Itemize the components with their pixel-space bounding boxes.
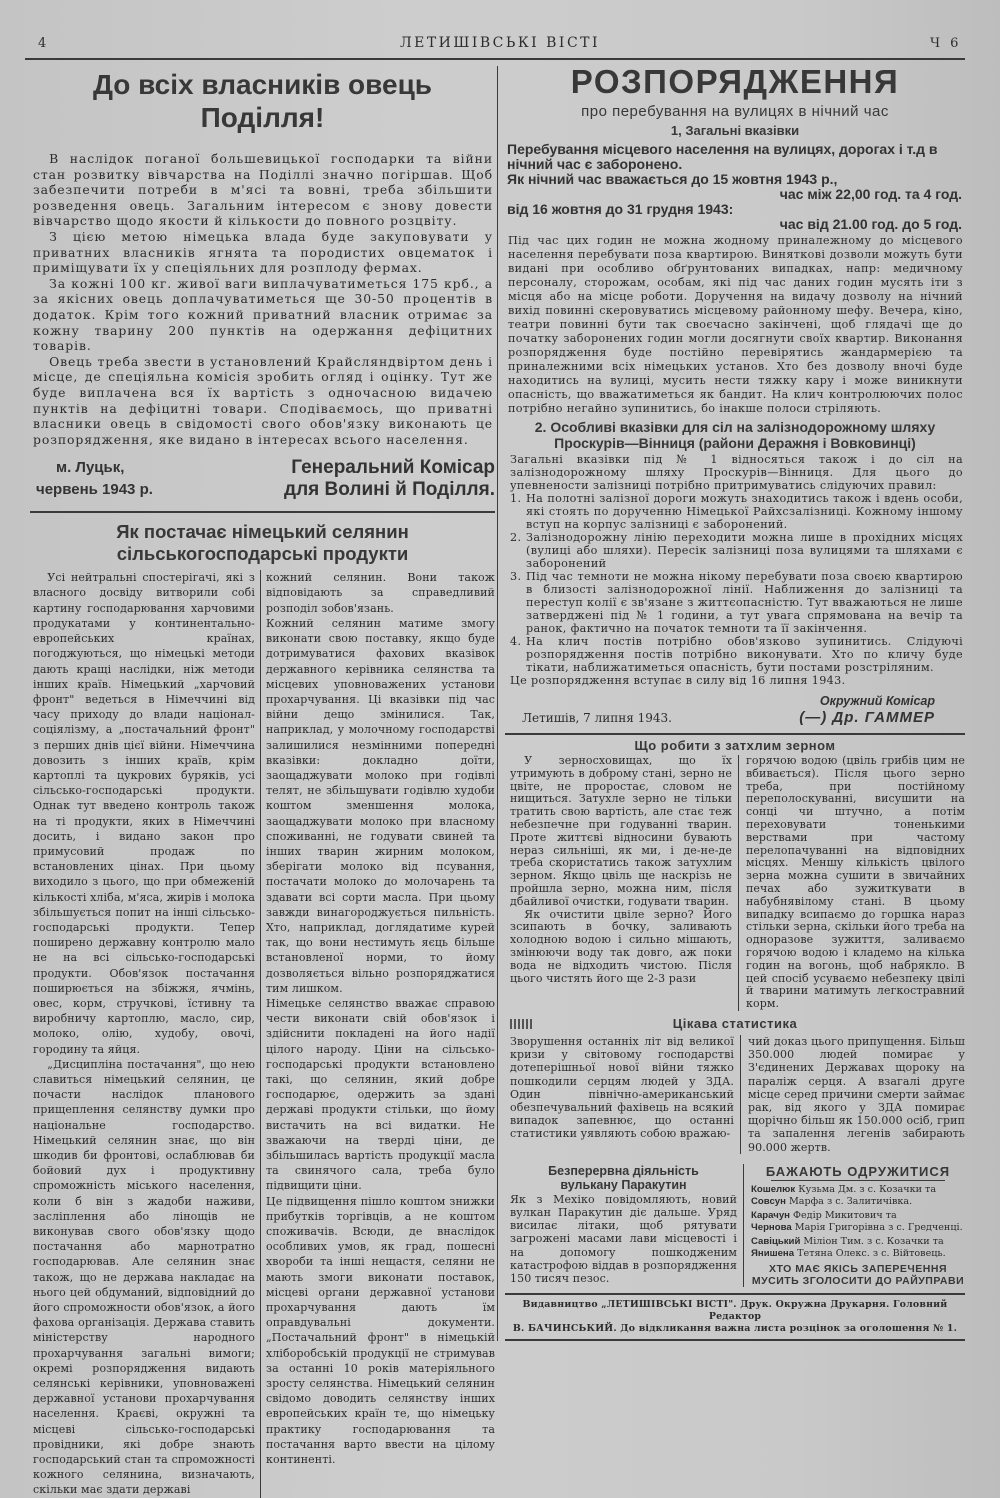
sheep-date: червень 1943 р. xyxy=(36,481,153,499)
period2-time: час від 21.00 год. до 5 год. xyxy=(779,216,962,232)
groom-details: Федір Микитович та xyxy=(793,1209,897,1221)
rule-text: На клич постів потрібно обов'язково зупинитись. Слідуючі розпорядження постів потрібно виконувати. Хто по кличу буде тікати, наближатиметься опасність, бути постами розстріляним. xyxy=(526,635,963,674)
sheep-signature-line2: для Волині й Поділля. xyxy=(284,479,495,501)
ornament-icon xyxy=(510,1019,532,1029)
rule-item xyxy=(510,492,963,531)
marriage-entry xyxy=(751,1184,965,1208)
paragraph: У зерносховищах, що їх утримують в доброму стані, зерно не цвіте, не проростає, словом не нищиться. Затухле зерно не тільки тратить свою вартість, але стає теж небезпечне при годуванні тварин. Проте життєві відносини бувають нераз сильніші, як ми, і де-не-де треба скористатись також затухлим зерном. Якщо цвіль ще наскрізь не пройшла зерно, можна ним, після дбайливої очистки, годувати тварин. xyxy=(510,754,732,908)
left-column xyxy=(30,68,495,1498)
rule-text: Залізнодорожну лінію переходити можна лише в прохідних місцях (вулиці або шляхи). Пересік залізниці поза вулицями та шляхами є заборонений xyxy=(526,531,963,570)
supply-title-line2: сільськогосподарські продукти xyxy=(116,543,409,565)
rule-text: На полотні залізної дороги можуть знаходитись також і вдень особи, які стоять по дорученню Німецької Райхсзалізниці. Кожному іншому вступ на корпус залізниці є заборонений. xyxy=(526,492,963,531)
order-signature-row xyxy=(522,693,935,727)
section2-body xyxy=(510,453,963,687)
page-number: 4 xyxy=(38,36,47,51)
marriage-title: БАЖАЮТЬ ОДРУЖИТИСЯ xyxy=(765,1163,951,1179)
marriage-entry xyxy=(751,1210,965,1234)
stats-title-row xyxy=(505,1016,965,1032)
title-underline xyxy=(771,1180,945,1181)
paragraph: Це підвищення пішло коштом знижки прибутків торгівців, а не коштом споживачів. Всюди, де внаслідок особливих умов, як град, пошесні хвороби та інші нещастя, селяни не мають змоги виконати поставок, місцеві органи державної установи прохарчування дають їм оправдувальні документи. „Постачальний фронт" в німецькій хліборобській продукції не стримував за останні 10 років матеріяльного зросту селянства. Німецький селянин свідомо доводить селянству інших европейських країн те, що німецьку практику господарювання та постачання варто ввести на цілому континенті. xyxy=(266,1194,495,1467)
footer-rule xyxy=(505,1293,965,1295)
supply-article xyxy=(30,521,495,1497)
footer-rule xyxy=(505,1339,965,1341)
marriage-notices xyxy=(743,1164,965,1287)
period1-time: час між 22,00 год. та 4 год. xyxy=(779,186,962,202)
grain-title: Що робити з затхлим зерном xyxy=(634,738,836,753)
rule-number: 1. xyxy=(510,492,522,505)
masthead-rule xyxy=(25,58,965,60)
groom-surname: Савіцький xyxy=(751,1235,801,1247)
paragraph: Усі нейтральні спостерігачі, які з власного досвіду витворили собі картину господарювання харчовими продукатами у континентально-европейських країнах, погоджуються, що німецькі методи дають кращі наслідки, ніж методи інших країв. Німецький „харчовий фронт" ведеться в Німеччині від часу приходу до влади націонал-соціялізму, а „постачальний фронт" з перших днів цієї війни. Німеччина довозить з інших країв, крім картоплі та цукрових буряків, усі сільсько-господарські продукти. Однак тут введено контроль також на ті продукти, яких в Німеччині досить, і видано закон про примусовий продаж по встановлених цінах. При цьому виходило з цього, що при обмеженій кількості хліба, м'яса, жирів і молока збільшується попит на інші сільсько-господарські продукти. Тепер поширено державну контролю мало не на всі сільсько-господарські продукти. Обов'язок постачання поширюється на збіжжя, ячмінь, овес, корм, стручкові, їстивну та виробничу картоплю, масло, сир, молоко, олію, худобу, овочі, городину та яйця. xyxy=(33,571,255,1056)
imprint-line1: Видавництво „ЛЕТИШІВСЬКІ ВІСТІ". Друк. Окружна Друкарня. Головний Редактор xyxy=(522,1298,948,1322)
paragraph: Зворушення останніх літ від великої кризи у світовому господарстві дотеперішньої нової війни тяжко пошкодили серцям людей у ЗДА. Один північно-американський обезпечувальний фахівець на всякий випадок запевнює, що останні статистики уявляють собою вражаю- xyxy=(510,1034,734,1141)
paragraph: „Дисципліна постачання", що нею славиться німецький селянин, це почасти наслідок планового прищеплення селянству думки про національне господарство. Німецький селянин знає, що він шкодив би фронтові, ослаблював би бойовий дух і продуктивну спроможність міського населення, коли б він з жадоби наживи, засліплення або лінощів не виконував свого обов'язку щодо постачання або марнотратно господарював. Але селянин знає також, що не держава накладає на нього цей обдуманий, відповідний до його спроможности обов'язок, а його фахова організація. Держава ставить міністерству народного прохарчування загальні вимоги; окремі розпорядження видають селянські керівники, уповноважені державної установи прохарчування населення. Краєві, окружні та місцеві сільсько-господарські провідники, які добре знають господарський стан та спроможності кожного селянина, визначають, скільки має здати державі xyxy=(33,1057,255,1497)
stats-columns xyxy=(505,1035,965,1154)
volcano-title-line1: Безперервна діяльність xyxy=(548,1163,699,1178)
bride-details: Тетяна Олекс. з с. Війтовець. xyxy=(797,1247,946,1259)
groom-surname: Кошелюк xyxy=(751,1183,796,1195)
paragraph: В наслідок поганої большевицької господарки та війни стан розвитку вівчарства на Поділлі значно погіршав. Щоб забезпечити потреби в м'ясі та вовні, треба збільшити розведення овець. Загальним інтересом є знову довести вівчарство щодо якости й кількости до повного розцвіту. xyxy=(33,151,493,229)
rule-item xyxy=(510,531,963,570)
supply-columns xyxy=(30,570,495,1497)
supply-column-2 xyxy=(260,570,495,1497)
grain-column-1 xyxy=(505,755,738,1011)
rule-number: 4. xyxy=(510,635,522,648)
paragraph: Під час цих годин не можна жодному приналежному до місцевого населення перебувати поза квартирою. Виняткові дозволи можуть бути видані при особливо обґрунтованих випадках, напр: медичному персоналу, сторожам, особам, які під час даних годин мусять іти з місця або на місце роботи. Доручення на видачу дозволу на нічний вихід повинні скеровуватись місцевому районному шефу. Вечера, кіно, театри повинні бути так своєчасно закінчені, щоб глядачі ще до початку заборонених годин могли досягнути своїх квартир. Виконання розпорядження буде постійно перевірятись жандармерією та приналежними всіх німецьких установ. Хто без дозволу вночі буде находитись на вулиці, мусить нести тяжку кару і може виникнути опасність, що вважатиметься як бандит. На клич контролюючих полос потрібно негайно зупинитись, бо інакше полоси стріляють. xyxy=(508,234,963,415)
column-divider xyxy=(497,66,498,1341)
grain-column-2 xyxy=(738,755,965,1011)
paragraph: Як з Мехіко повідомляють, новий вулкан Паракутин діє дальше. Уряд висилає літаки, щоб рятувати загрожені масами лави місцевості і на допомогу пошкодженим катастрофою віддав в розпорядження 150 тисяч пезос. xyxy=(510,1192,737,1285)
paragraph: Кожний селянин матиме змогу виконати свою поставку, якщо буде дотримуватися фахових вказівок державного керівника селянства та місцевих уповноважених установи прохарчування. Ці вказівки під час війни дещо змінилися. Так, наприклад, у молочному господарстві залишилися незмінними попередні вказівки: докладно доїти, заощаджувати молоко при годівлі телят, не збільшувати годівлю худоби коштом зменшення молока, заощаджувати молоко при власному споживанні, не годувати свиней та інших тварин жирним молоком, зберігати молоко від псування, постачати молоко до молочарень та здавати всі сорти масла. При цьому завжди винагороджується пильність. Хто, наприклад, доглядатиме курей так, що вони нестимуть яєць більше встановленої норми, то йому дозволяється вільно розпоряджатися тим лишком. xyxy=(266,616,495,995)
sheep-place: м. Луцьк, xyxy=(56,459,125,477)
notice-line2: МУСИТЬ ЗГОЛОСИТИ ДО РАЙУПРАВИ xyxy=(751,1274,965,1287)
groom-surname: Карачун xyxy=(751,1209,790,1221)
volcano-title xyxy=(510,1164,737,1192)
paragraph: Німецьке селянство вважає справою чести виконати свій обов'язок і здійснити покладені на його надії цілого народу. Ціни на сільсько-господарські продукти встановлено такі, що селянин, який добре господарює, одержить за здані державі продукти стільки, що йому вистачить на всі видатки. Не зважаючи на тверді ціни, де збільшилась вартість продукції масла та свинячого сала, треба було підвищити ціни. xyxy=(266,996,495,1193)
section1-heading: 1, Загальні вказівки xyxy=(670,123,800,138)
paragraph: Як очистити цвіле зерно? Його зсипають в бочку, заливають холодною водою і сильно мішають, змінюючи воду так довго, аж поки вода не відходить чистою. Після цього чистять його ще 2-3 рази xyxy=(510,907,732,985)
section2-intro: Загальні вказівки під № 1 відносяться також і до сіл на залізнодорожному шляху Проскурів—Вінниця. Для цього до упевнености залізниці потрібно притримуватись слідуючих правил: xyxy=(510,453,963,492)
rule-number: 2. xyxy=(510,531,522,544)
signer-name: (—) Др. ГАММЕР xyxy=(799,709,935,726)
order-signature xyxy=(799,693,935,727)
paragraph: чий доказ цього припущення. Більш 350.000 людей помирає у З'єдинених Державах щороку на параліж серця. А взагалі друге місце серед причини смерти займає рак, від якого у ЗДА помирає щорічно більш як 150.000 осіб, грип та запалення легенів забирають 90.000 жертв. xyxy=(748,1034,965,1154)
rule-item xyxy=(510,635,963,674)
order-title: РОЗПОРЯДЖЕННЯ xyxy=(570,63,900,100)
paragraph: Овець треба звести в установлений Крайсляндвіртом день і місце, де спеціяльна комісія зробить огляд і оцінку. Тут же буде виплачена вся їх вартість з одночасною видачею пунктів на дефіцитні товари. Сподіваємось, що приватні власники овець в свідомості свого обов'язку виконають це розпорядження, яке видано в інтересах всього населення. xyxy=(33,353,493,447)
groom-details: Міліон Тим. з с. Козачки та xyxy=(803,1235,944,1247)
sheep-body xyxy=(33,151,493,447)
bottom-notices xyxy=(505,1164,965,1287)
marriage-list xyxy=(751,1184,965,1260)
stats-column-1 xyxy=(505,1035,740,1154)
objection-notice xyxy=(751,1263,965,1287)
supply-column-1 xyxy=(30,570,260,1497)
imprint xyxy=(505,1299,965,1335)
sheep-title xyxy=(30,68,495,134)
section-rule xyxy=(505,733,965,735)
sheep-signature-line1: Генеральний Комісар xyxy=(291,457,495,479)
issue-number: Ч 6 xyxy=(930,36,962,51)
bride-details: Марфа з с. Залитичівка. xyxy=(788,1195,913,1207)
order-closing: Це розпорядження вступає в силу від 16 липня 1943. xyxy=(510,674,846,687)
stats-column-2 xyxy=(740,1035,965,1154)
sheep-signature-row xyxy=(30,457,495,501)
paragraph: кожний селянин. Вони також відповідають за справедливий розподіл зобов'язань. xyxy=(266,571,495,615)
sheep-place-date xyxy=(30,457,153,501)
period2-label: від 16 жовтня до 31 грудня 1943: xyxy=(507,201,734,217)
supply-title-line1: Як постачає німецький селянин xyxy=(116,521,409,543)
place-date: Летишів, 7 липня 1943. xyxy=(522,711,672,725)
right-column xyxy=(505,62,965,1341)
stats-title: Цікава статистика xyxy=(672,1015,798,1031)
rule-text: Під час темноти не можна нікому перебувати поза своєю квартирою в близості залізнодорожної лінії. Наближення до залізниці та переступ колії є зв'язане з життєопасністю. Тут вважаються не лише затверджені під № 1 години, а тут увага спрямована на вечір та ранок, фактично на початок темноти та її закінчення. xyxy=(526,570,963,635)
rule-number: 3. xyxy=(510,570,522,583)
sheep-title-line2: Поділля! xyxy=(200,102,325,133)
section2-heading xyxy=(505,419,965,451)
notice-line1: ХТО МАЄ ЯКІСЬ ЗАПЕРЕЧЕННЯ xyxy=(768,1262,948,1275)
imprint-line2: В. БАЧИНСЬКИЙ. До відкликання важна листа розцінок за оголошення № 1. xyxy=(512,1322,958,1334)
signer-title: Окружний Комісар xyxy=(819,694,935,708)
grain-article xyxy=(505,738,965,1011)
volcano-article xyxy=(505,1164,743,1287)
period1-label: Як нічний час вважається до 15 жовтня 1943 р., xyxy=(507,171,838,187)
grain-columns xyxy=(505,755,965,1011)
paragraph: горячою водою (цвіль грибів цим не вбивається). Після цього зерно треба, при постійному переполоскуванні, висушити на сонці чи штучно, а потім переховувати тоненькими верствами при частому перелопачуванні на відповідних місцях. Меншу кількість цвілого зерна можна сушити в звичайних печах або зужиткувати в набубнявілому стані. В цьому випадку всипаємо до горшка нараз стільки зерна, скільки його треба на одноразове зужиття, заливаємо горячою водою і кладемо на кілька годин на вогонь, щоб набрякло. В цей спосіб усуваємо небезпеку цвілі й тварини матимуть легкостравний корм. xyxy=(746,754,965,1011)
bride-surname: Совсун xyxy=(751,1195,786,1207)
order-article xyxy=(505,62,965,727)
stats-article xyxy=(505,1016,965,1154)
volcano-body xyxy=(510,1193,737,1285)
volcano-title-line2: вулькану Паракутин xyxy=(560,1177,687,1192)
rule-item xyxy=(510,570,963,635)
order-body xyxy=(508,234,963,416)
order-subtitle: про перебування на вулицях в нічний час xyxy=(581,103,889,120)
section2-heading-line2: Проскурів—Вінниця (райони Деражня і Вовковинці) xyxy=(554,435,916,451)
order-bold-block xyxy=(507,142,962,232)
sheep-title-line1: До всіх власників овець xyxy=(92,69,433,100)
bride-surname: Янишена xyxy=(751,1247,795,1259)
bride-surname: Чернова xyxy=(751,1221,792,1233)
newspaper-title: ЛЕТИШІВСЬКІ ВІСТІ xyxy=(399,35,601,51)
bride-details: Марія Григорівна з с. Гредченці. xyxy=(794,1221,963,1233)
supply-title xyxy=(30,521,495,565)
section-rule xyxy=(30,511,495,513)
marriage-entry xyxy=(751,1236,965,1260)
ban-text: Перебування місцевого населення на вулицях, дорогах і т.д в нічний час є заборонено. xyxy=(507,141,938,172)
paragraph: За кожні 100 кг. живої ваги виплачуватиметься 175 крб., а за якісних овець доплачуватиметься ще 30-50 процентів в додаток. Крім того кожний приватний власник отримає за кожну тварину 200 пунктів на одержання дефіцитних товарів. xyxy=(33,275,493,354)
sheep-signature xyxy=(284,457,495,501)
sheep-article xyxy=(30,68,495,501)
section2-heading-line1: 2. Особливі вказівки для сіл на залізнодорожному шляху xyxy=(534,419,936,435)
groom-details: Кузьма Дм. з с. Козачки та xyxy=(798,1183,937,1195)
paragraph: З цією метою німецька влада буде закуповувати у приватних власників ягнята та породистих овцематок і приміщувати їх у спеціяльних для розплоду фермах. xyxy=(33,228,493,276)
